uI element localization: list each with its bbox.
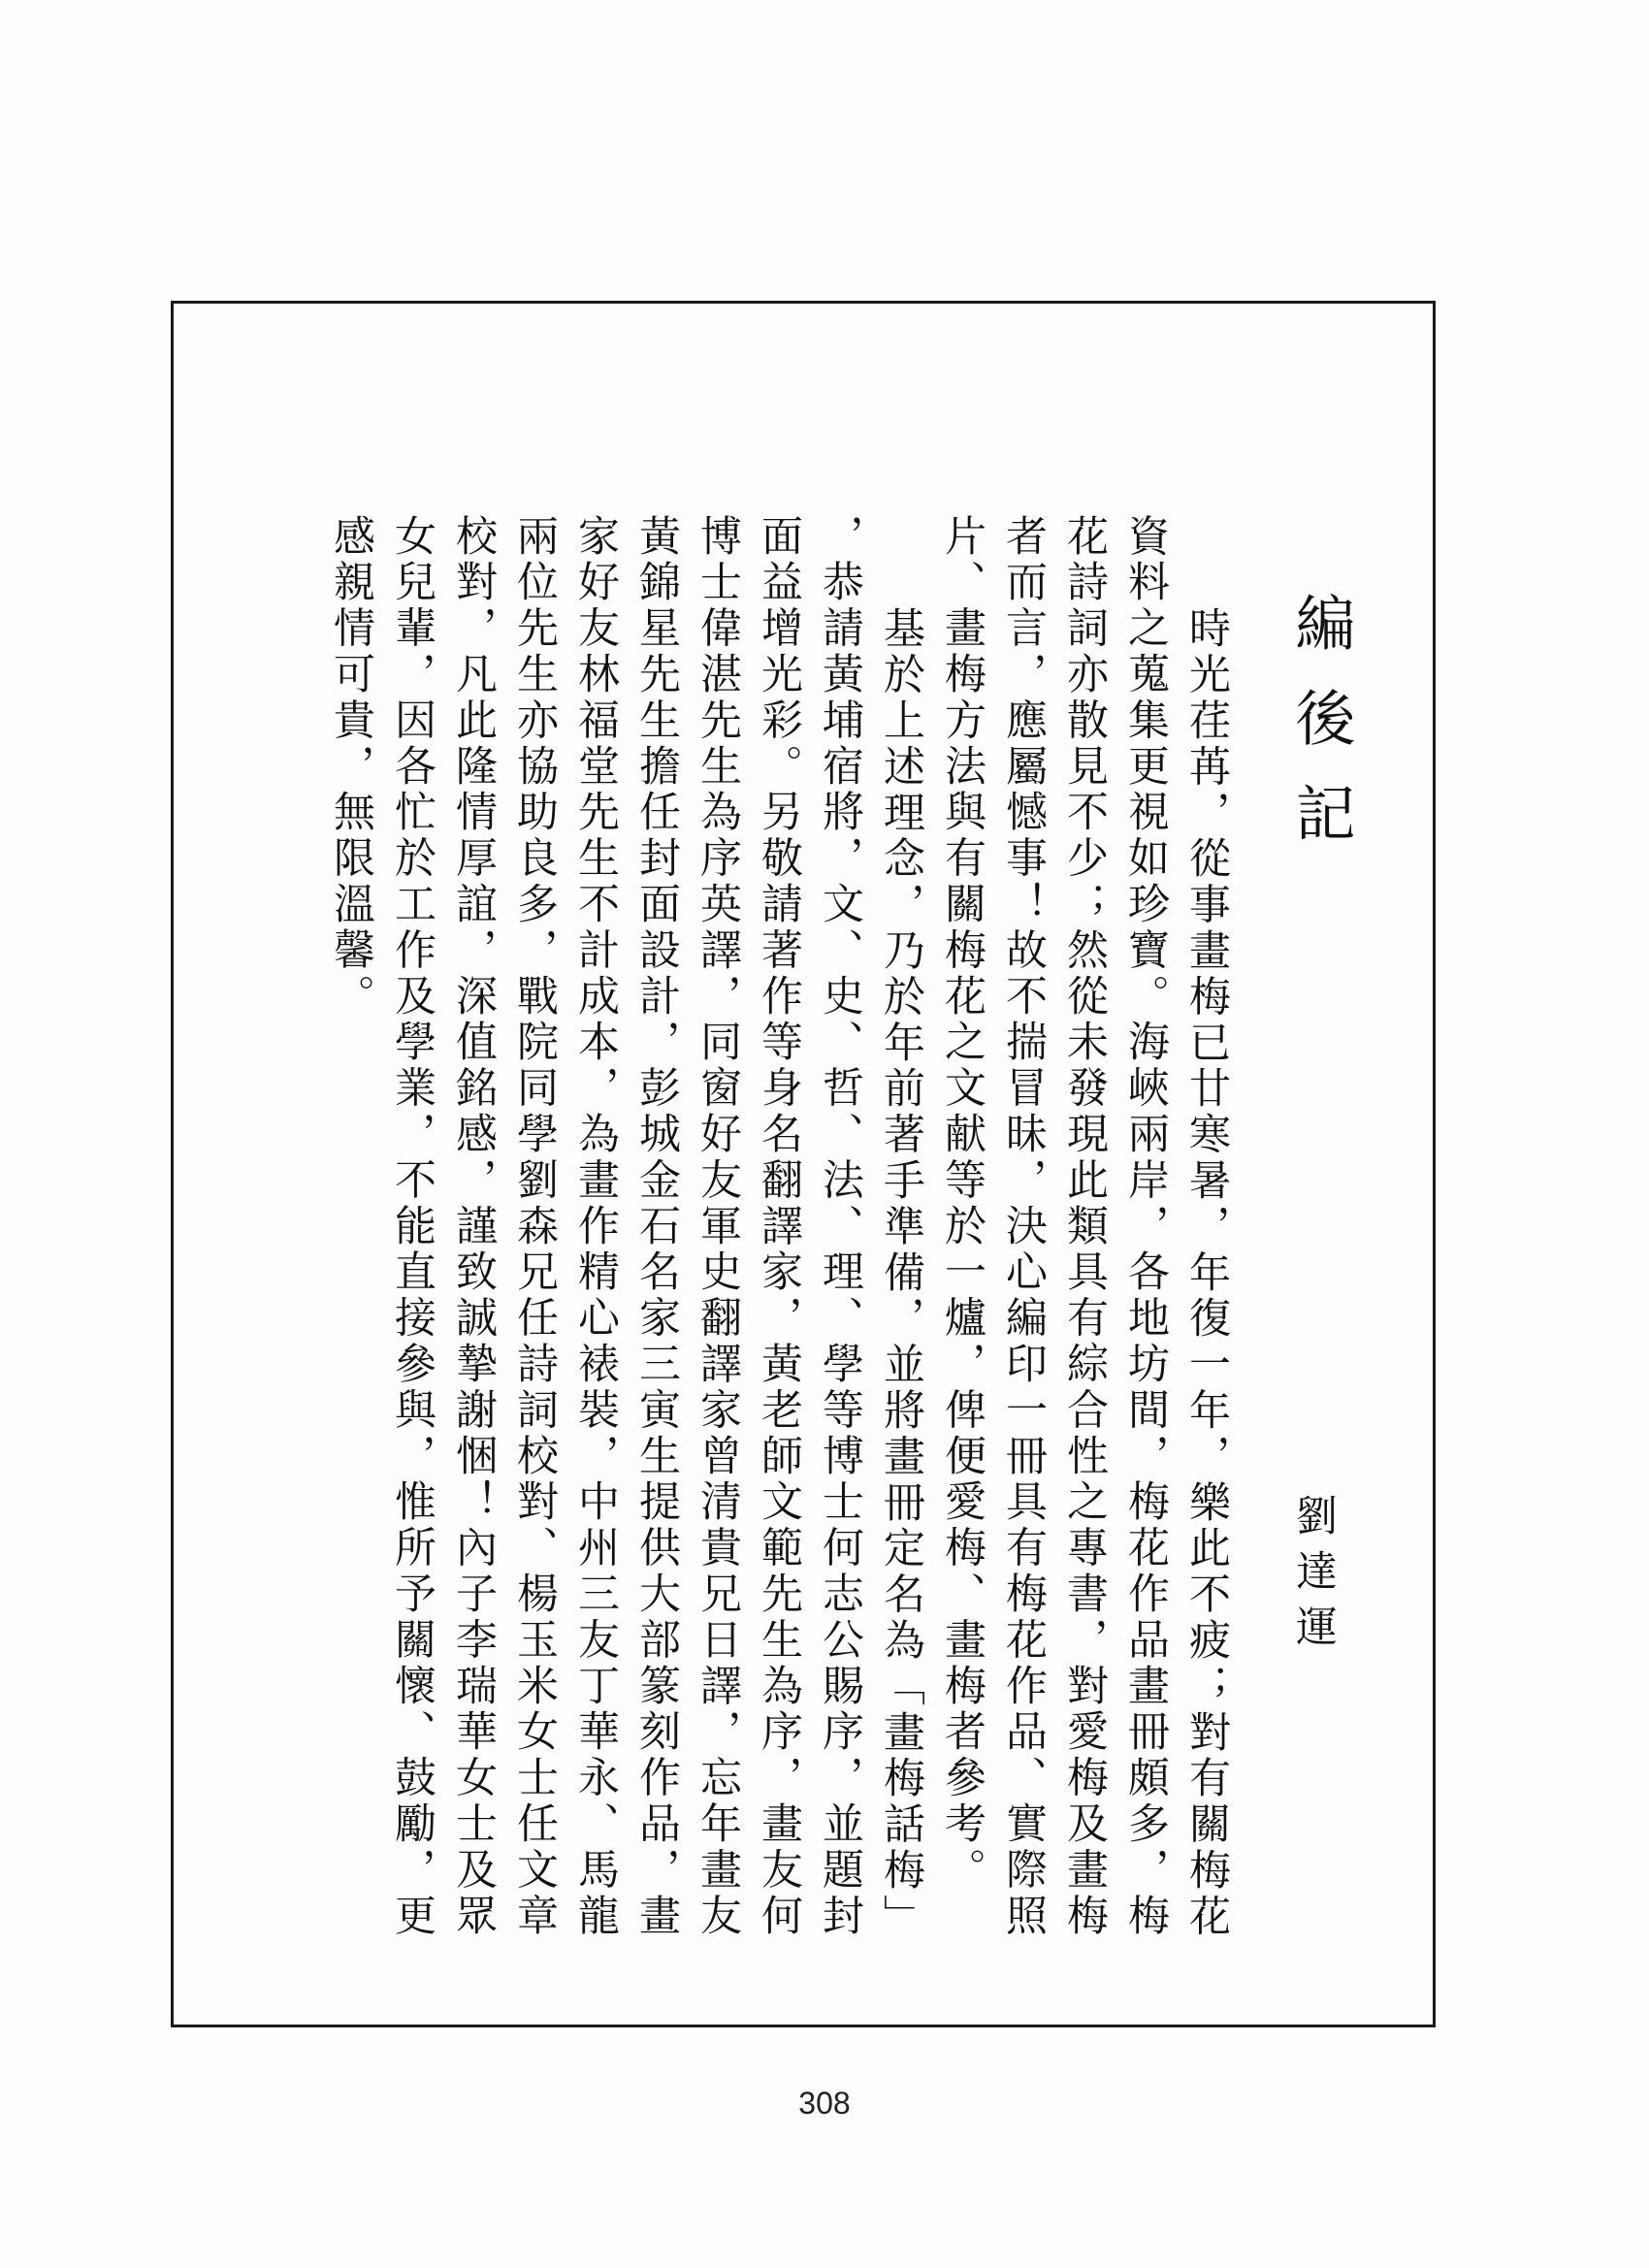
body-column-15: 感親情可貴，無限溫馨。 <box>327 514 375 1021</box>
body-column-7: ，恭請黃埔宿將，文、史、哲、法、理、學等博士何志公賜序，並題封 <box>816 514 864 1940</box>
body-column-4: 者而言，應屬憾事！故不揣冒昧，決心編印一冊具有梅花作品、實際照 <box>999 514 1048 1940</box>
body-column-6: 基於上述理念，乃於年前著手準備，並將畫冊定名為「畫梅話梅」 <box>877 561 925 1940</box>
page-number: 308 <box>798 2086 851 2121</box>
body-column-8: 面益增光彩。另敬請著作等身名翻譯家，黃老師文範先生為序，畫友何 <box>755 514 803 1940</box>
body-column-12: 兩位先生亦協助良多，戰院同學劉森兄任詩詞校對、楊玉米女士任文章 <box>510 514 559 1940</box>
body-column-13: 校對，凡此隆情厚誼，深值銘感，謹致誠摯謝悃！內子李瑞華女士及眾 <box>449 514 498 1940</box>
document-title: 編後記 <box>1285 592 1356 877</box>
body-column-10: 黃錦星先生擔任封面設計，彭城金石名家三寅生提供大部篆刻作品，畫 <box>632 514 681 1940</box>
body-column-14: 女兒輩，因各忙於工作及學業，不能直接參與，惟所予關懷、鼓勵，更 <box>388 514 436 1940</box>
author-name: 劉達運 <box>1289 1494 1338 1660</box>
body-column-9: 博士偉湛先生為序英譯，同窗好友軍史翻譯家曾清貴兄日譯，忘年畫友 <box>694 514 742 1940</box>
body-column-11: 家好友林福堂先生不計成本，為畫作精心裱裝，中州三友丁華永、馬龍 <box>571 514 620 1940</box>
body-column-2: 資料之蒐集更視如珍寶。海峽兩岸，各地坊間，梅花作品畫冊頗多，梅 <box>1121 514 1170 1940</box>
body-column-3: 花詩詞亦散見不少；然從未發現此類具有綜合性之專書，對愛梅及畫梅 <box>1060 514 1109 1940</box>
body-column-5: 片、畫梅方法與有關梅花之文献等於一爐，俾便愛梅、畫梅者參考。 <box>938 514 986 1894</box>
body-column-1: 時光荏苒，從事畫梅已廿寒暑，年復一年，樂此不疲；對有關梅花 <box>1182 561 1231 1940</box>
